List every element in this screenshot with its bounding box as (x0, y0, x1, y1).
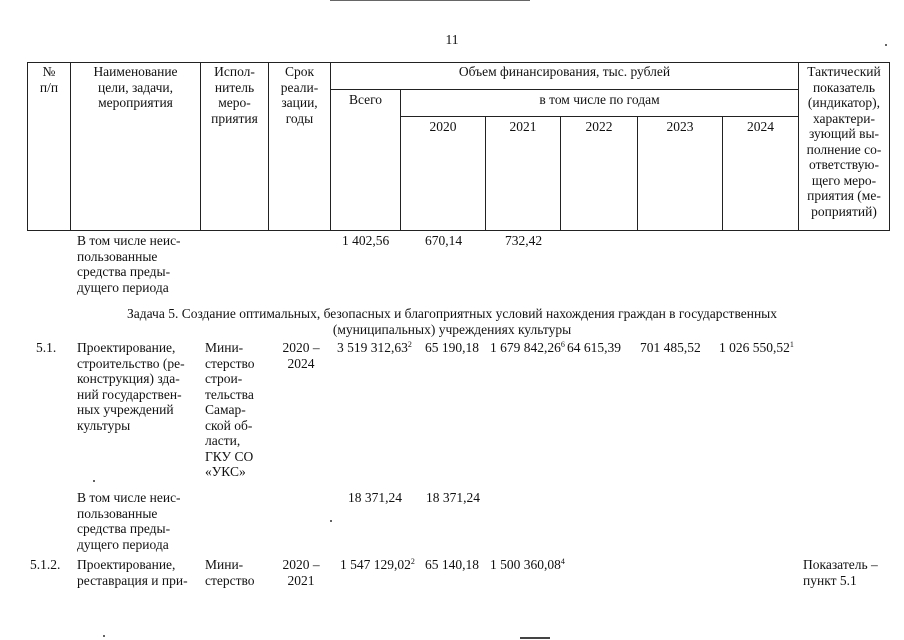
row-name: В том числе неис- пользованные средства преды- дущего периода (77, 233, 181, 295)
header-year-2020: 2020 (429, 119, 457, 134)
header-funding: Объем финансирования, тыс. рублей (458, 64, 671, 79)
header-indicator: Тактический показатель (индикатор), характери- зующий вы- полнение со- ответствую- щего меро- приятия (ме- роприятий) (806, 64, 882, 219)
header-year-2022: 2022 (585, 119, 613, 134)
row-2020: 65 140,18 (425, 557, 479, 572)
page-number: 11 (445, 32, 459, 47)
row-2021: 1 679 842,26$^6$ (490, 340, 565, 355)
row-total: 1 547 129,02$^2$ (340, 557, 415, 572)
header-name: Наименование цели, задачи, мероприятия (93, 64, 178, 110)
row-total: 18 371,24 (348, 490, 402, 505)
row-2021: 1 500 360,08$^4$ (490, 557, 565, 572)
row-name: Проектирование, строительство (ре- конструкция) зда- ний государствен- ных учреждений культуры (77, 340, 185, 433)
scan-speck (330, 520, 332, 522)
row-2020: 65 190,18 (425, 340, 479, 355)
row-term: 2020 – 2024 (282, 340, 320, 371)
header-total: Всего (348, 92, 383, 107)
row-executor: Мини- стерство строи- тельства Самар- ской об- ласти, ГКУ СО «УКС» (205, 340, 255, 479)
task-5-heading: Задача 5. Создание оптимальных, безопасных и благоприятных условий нахождения граждан в государственных (муниципальных) учреждениях культуры (126, 306, 777, 337)
header-by-years: в том числе по годам (539, 92, 660, 107)
header-year-2023: 2023 (666, 119, 694, 134)
scan-speck (103, 635, 105, 637)
scan-speck (885, 44, 887, 46)
scan-edge-mark (520, 637, 550, 639)
header-year-2024: 2024 (747, 119, 774, 134)
row-name: В том числе неис- пользованные средства преды- дущего периода (77, 490, 181, 552)
row-2021: 732,42 (505, 233, 543, 248)
row-executor: Мини- стерство (205, 557, 255, 588)
scan-speck (93, 480, 95, 482)
row-2024: 1 026 550,52$^1$ (719, 340, 794, 355)
header-num: № п/п (39, 64, 59, 95)
row-2023: 701 485,52 (640, 340, 701, 355)
row-2020: 18 371,24 (426, 490, 480, 505)
scan-edge-line (330, 0, 530, 1)
row-total: 3 519 312,63$^2$ (337, 340, 412, 355)
row-2020: 670,14 (425, 233, 463, 248)
row-2022: 64 615,39 (567, 340, 621, 355)
header-year-2021: 2021 (509, 119, 537, 134)
row-number: 5.1. (36, 340, 57, 355)
row-total: 1 402,56 (342, 233, 390, 248)
row-indicator: Показатель – пункт 5.1 (803, 557, 878, 588)
row-term: 2020 – 2021 (282, 557, 320, 588)
row-name: Проектирование, реставрация и при- (77, 557, 188, 588)
header-executor: Испол- нитель меро- приятия (211, 64, 258, 126)
header-term: Срок реали- зации, годы (280, 64, 319, 126)
row-number: 5.1.2. (30, 557, 61, 572)
